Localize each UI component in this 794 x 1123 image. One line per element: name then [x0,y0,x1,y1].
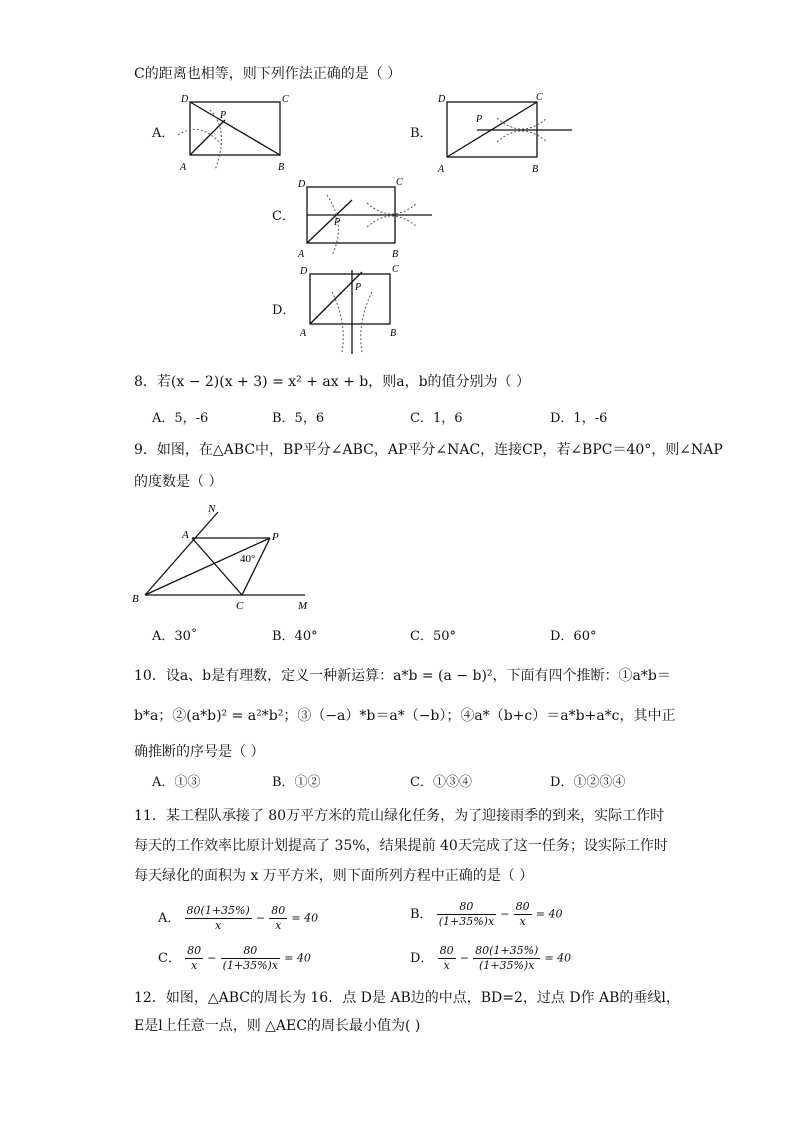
q10-stem-line1: 10．设a、b是有理数，定义一种新运算：a*b = (a − b)²，下面有四个推断：①a*b＝ [134,668,671,684]
fraction: $\frac{80}{(1+35\%)x}$ [438,900,495,928]
label-a: A [298,249,305,260]
label-b: B [132,593,139,605]
label-d: D [300,266,308,277]
q10-option-a[interactable]: A．①③ [152,775,201,790]
q8-option-c[interactable]: C．1，6 [410,411,463,426]
label-c: C [236,600,244,612]
q7-option-a-label[interactable]: A． [152,126,175,141]
q9-option-a[interactable]: A．30˚ [152,629,198,644]
label-d: D [181,94,189,105]
q11-option-c[interactable]: C． $\frac{80}{x}$ − $\frac{80}{(1+35\%)x}$ = 40 [158,944,311,972]
label-n: N [208,503,216,515]
fraction: $\frac{80(1+35\%)}{x}$ [186,904,250,932]
q8-option-a[interactable]: A．5，-6 [152,411,209,426]
q10-option-b[interactable]: B．①② [272,775,321,790]
q9-figure [130,500,330,615]
q9-option-b[interactable]: B．40° [272,629,318,644]
q11-stem-line2: 每天的工作效率比原计划提高了 35%，结果提前 40天完成了这一任务；设实际工作时 [134,838,668,854]
q11-option-a[interactable]: A． $\frac{80(1+35\%)}{x}$ − $\frac{80}{x}$ = 40 [158,904,319,932]
label-b: B [278,162,285,173]
q7-stem-tail: C的距离也相等，则下列作法正确的是（ ） [134,66,402,82]
q11-option-d[interactable]: D． $\frac{80}{x}$ − $\frac{80(1+35\%)}{(1+35\%)x}$ = 40 [410,944,572,972]
label-c: C [396,177,403,188]
q8-option-d[interactable]: D．1，-6 [550,411,608,426]
label-c: C [282,94,289,105]
angle-label: 40° [240,553,256,565]
q10-stem-line3: 确推断的序号是（ ） [134,744,265,760]
fraction: $\frac{80(1+35\%)}{(1+35\%)x}$ [475,944,539,972]
label-a: A [438,164,445,175]
q11-stem-line1: 11．某工程队承接了 80万平方米的荒山绿化任务，为了迎接雨季的到来，实际工作时 [134,808,665,824]
q8-option-b[interactable]: B．5，6 [272,411,325,426]
q12-stem-line1: 12．如图，△ABC的周长为 16．点 D是 AB边的中点，BD=2，过点 D作 AB的垂线l， [134,990,680,1006]
q10-option-c[interactable]: C．①③④ [410,775,472,790]
label-d: D [438,94,446,105]
q7-option-b-label[interactable]: B． [410,126,433,141]
q10-option-d[interactable]: D．①②③④ [550,775,626,790]
fraction: $\frac{80}{x}$ [439,944,454,972]
label-c: C [536,92,543,103]
q9-option-c[interactable]: C．50° [410,629,456,644]
label-a: A [300,328,307,339]
q7-option-c-label[interactable]: C． [272,209,295,224]
q7-option-d-label[interactable]: D． [272,303,296,318]
label-d: D [298,179,306,190]
q11-stem-line3: 每天绿化的面积为 x 万平方米，则下面所列方程中正确的是（ ） [134,868,534,884]
fraction: $\frac{80}{x}$ [187,944,202,972]
q7-figure-d [292,262,412,357]
q7-figure-c [292,175,442,260]
label-a: A [182,529,189,541]
label-b: B [532,164,539,175]
q9-stem-line1: 9．如图，在△ABC中，BP平分∠ABC，AP平分∠NAC，连接CP，若∠BPC＝40°，则∠NAP [134,442,723,458]
option-label: C． [158,951,181,966]
q11-option-b[interactable]: B． $\frac{80}{(1+35\%)x}$ − $\frac{80}{x}$ = 40 [410,900,563,928]
option-label: A． [158,911,181,926]
label-b: B [390,328,397,339]
q7-figure-a [170,90,290,175]
label-p: P [272,531,279,543]
fraction: $\frac{80}{x}$ [515,900,530,928]
label-p: P [355,282,362,293]
label-p: P [476,114,483,125]
label-p: P [334,217,341,228]
label-m: M [298,600,308,612]
q7-figure-b [432,90,582,175]
q12-stem-line2: E是l上任意一点，则 △AEC的周长最小值为( ) [134,1018,421,1034]
q9-stem-line2: 的度数是（ ） [134,474,223,490]
label-b: B [392,249,399,260]
label-p: P [220,110,227,121]
fraction: $\frac{80}{(1+35\%)x}$ [222,944,279,972]
q10-stem-line2: b*a；②(a*b)² = a²*b²；③（−a）*b＝a*（−b）；④a*（b+c）＝a*b+a*c，其中正 [134,708,676,724]
option-label: B． [410,907,433,922]
fraction: $\frac{80}{x}$ [271,904,286,932]
label-a: A [180,162,187,173]
q8-stem: 8．若(x − 2)(x + 3) = x² + ax + b，则a，b的值分别为（ ） [134,374,530,390]
label-c: C [392,264,399,275]
option-label: D． [410,951,434,966]
q9-option-d[interactable]: D．60° [550,629,597,644]
